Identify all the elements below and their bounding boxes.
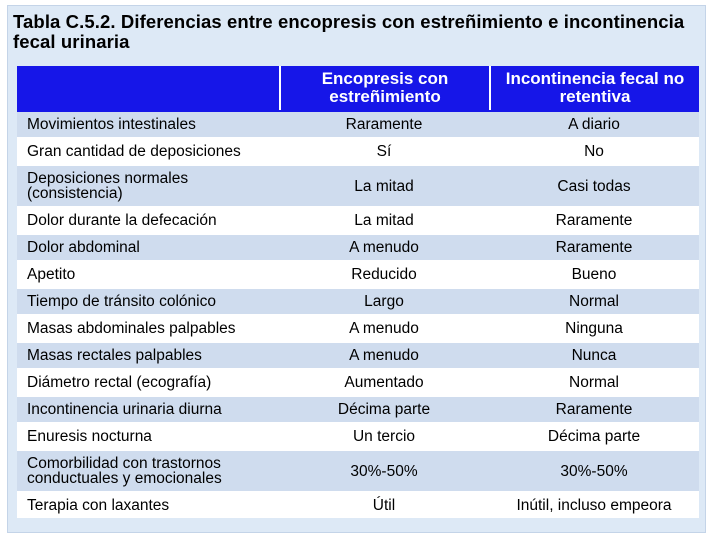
table-row	[17, 260, 699, 287]
row-incontinencia-value: Normal	[489, 287, 699, 314]
row-feature: Dolor abdominal	[17, 233, 279, 260]
row-feature: Movimientos intestinales	[17, 110, 279, 137]
row-incontinencia-value: Raramente	[489, 395, 699, 422]
table-row	[17, 422, 699, 449]
row-encopresis-value: Décima parte	[279, 395, 489, 422]
row-encopresis-value: Útil	[279, 491, 489, 518]
header-encopresis: Encopresis con estreñimiento	[279, 66, 489, 110]
row-encopresis-value: Sí	[279, 137, 489, 164]
row-encopresis-value: Aumentado	[279, 368, 489, 395]
table-row	[17, 206, 699, 233]
row-incontinencia-value: Décima parte	[489, 422, 699, 449]
row-incontinencia-value: Raramente	[489, 233, 699, 260]
row-encopresis-value: La mitad	[279, 164, 489, 206]
comparison-table-container	[17, 66, 699, 518]
row-feature: Incontinencia urinaria diurna	[17, 395, 279, 422]
row-feature: Diámetro rectal (ecografía)	[17, 368, 279, 395]
row-incontinencia-value: Inútil, incluso empeora	[489, 491, 699, 518]
row-incontinencia-value: Casi todas	[489, 164, 699, 206]
table-row	[17, 233, 699, 260]
row-incontinencia-value: 30%-50%	[489, 449, 699, 491]
header-blank-cell	[17, 66, 279, 110]
table-row	[17, 287, 699, 314]
table-row	[17, 395, 699, 422]
comparison-table	[17, 66, 699, 518]
row-incontinencia-value: No	[489, 137, 699, 164]
table-row	[17, 449, 699, 491]
row-feature: Gran cantidad de deposiciones	[17, 137, 279, 164]
table-row	[17, 164, 699, 206]
row-incontinencia-value: Raramente	[489, 206, 699, 233]
row-encopresis-value: 30%-50%	[279, 449, 489, 491]
row-feature: Dolor durante la defecación	[17, 206, 279, 233]
row-feature: Deposiciones normales (consistencia)	[17, 164, 279, 206]
row-feature: Enuresis nocturna	[17, 422, 279, 449]
row-feature: Tiempo de tránsito colónico	[17, 287, 279, 314]
row-feature: Comorbilidad con trastornos conductuales y emocionales	[17, 449, 279, 491]
table-row	[17, 110, 699, 137]
row-encopresis-value: La mitad	[279, 206, 489, 233]
row-incontinencia-value: Normal	[489, 368, 699, 395]
header-incontinencia: Incontinencia fecal no retentiva	[489, 66, 699, 110]
row-encopresis-value: Raramente	[279, 110, 489, 137]
row-feature: Terapia con laxantes	[17, 491, 279, 518]
table-row	[17, 341, 699, 368]
row-encopresis-value: A menudo	[279, 314, 489, 341]
row-incontinencia-value: A diario	[489, 110, 699, 137]
row-feature: Masas abdominales palpables	[17, 314, 279, 341]
table-row	[17, 137, 699, 164]
row-incontinencia-value: Ninguna	[489, 314, 699, 341]
table-row	[17, 368, 699, 395]
row-encopresis-value: A menudo	[279, 341, 489, 368]
row-encopresis-value: Largo	[279, 287, 489, 314]
row-feature: Masas rectales palpables	[17, 341, 279, 368]
row-encopresis-value: A menudo	[279, 233, 489, 260]
table-row	[17, 491, 699, 518]
table-header-row	[17, 66, 699, 110]
row-incontinencia-value: Nunca	[489, 341, 699, 368]
row-incontinencia-value: Bueno	[489, 260, 699, 287]
row-encopresis-value: Reducido	[279, 260, 489, 287]
row-feature: Apetito	[17, 260, 279, 287]
row-encopresis-value: Un tercio	[279, 422, 489, 449]
table-title: Tabla C.5.2. Diferencias entre encopresis con estreñimiento e incontinencia fecal urinaria	[13, 11, 685, 52]
table-row	[17, 314, 699, 341]
